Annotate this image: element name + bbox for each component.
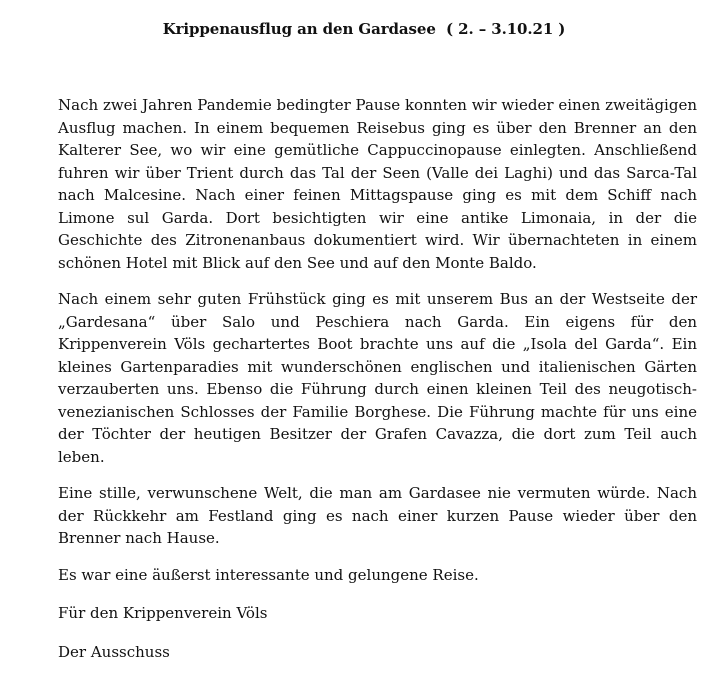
paragraph-return: Eine stille, verwunschene Welt, die man am Gardasee nie vermuten würde. Nach der Rückkehr am Festland ging es nach einer kurzen Pause wieder über den Brenner nach Hause. [58, 484, 697, 547]
signature-association: Für den Krippenverein Völs [58, 604, 268, 622]
paragraph-summary: Es war eine äußerst interessante und gelungene Reise. [58, 565, 479, 584]
document-body [58, 94, 697, 679]
signature-committee: Der Ausschuss [58, 642, 170, 661]
document-title: Krippenausflug an den Gardasee ( 2. – 3.10.21 ) [162, 20, 566, 38]
paragraph-day-two: Nach einem sehr guten Frühstück ging es mit unserem Bus an der Westseite der „Gardesana“ über Salo und Peschiera nach Garda. Ein eigens für den Krippenverein Völs gechartertes Boot brachte uns auf die „Isola del Garda“. Ein kleines Gartenparadies mit wunderschönen englischen und italienischen Gärten verzauberten uns. Ebenso die Führung durch einen kleinen Teil des neugotisch-venezianischen Schlosses der Familie Borghese. Die Führung machte für uns eine der Töchter der heutigen Besitzer der Grafen Cavazza, die dort zum Teil auch leben. [58, 290, 697, 466]
paragraph-day-one: Nach zwei Jahren Pandemie bedingter Pause konnten wir wieder einen zweitägigen Ausflug machen. In einem bequemen Reisebus ging es über den Brenner an den Kalterer See, wo wir eine gemütliche Cappuccinopause einlegten. Anschließend fuhren wir über Trient durch das Tal der Seen (Valle dei Laghi) und das Sarca-Tal nach Malcesine. Nach einer feinen Mittagspause ging es mit dem Schiff nach Limone sul Garda. Dort besichtigten wir eine antike Limonaia, in der die Geschichte des Zitronenanbaus dokumentiert wird. Wir übernachteten in einem schönen Hotel mit Blick auf den See und auf den Monte Baldo. [58, 96, 697, 272]
